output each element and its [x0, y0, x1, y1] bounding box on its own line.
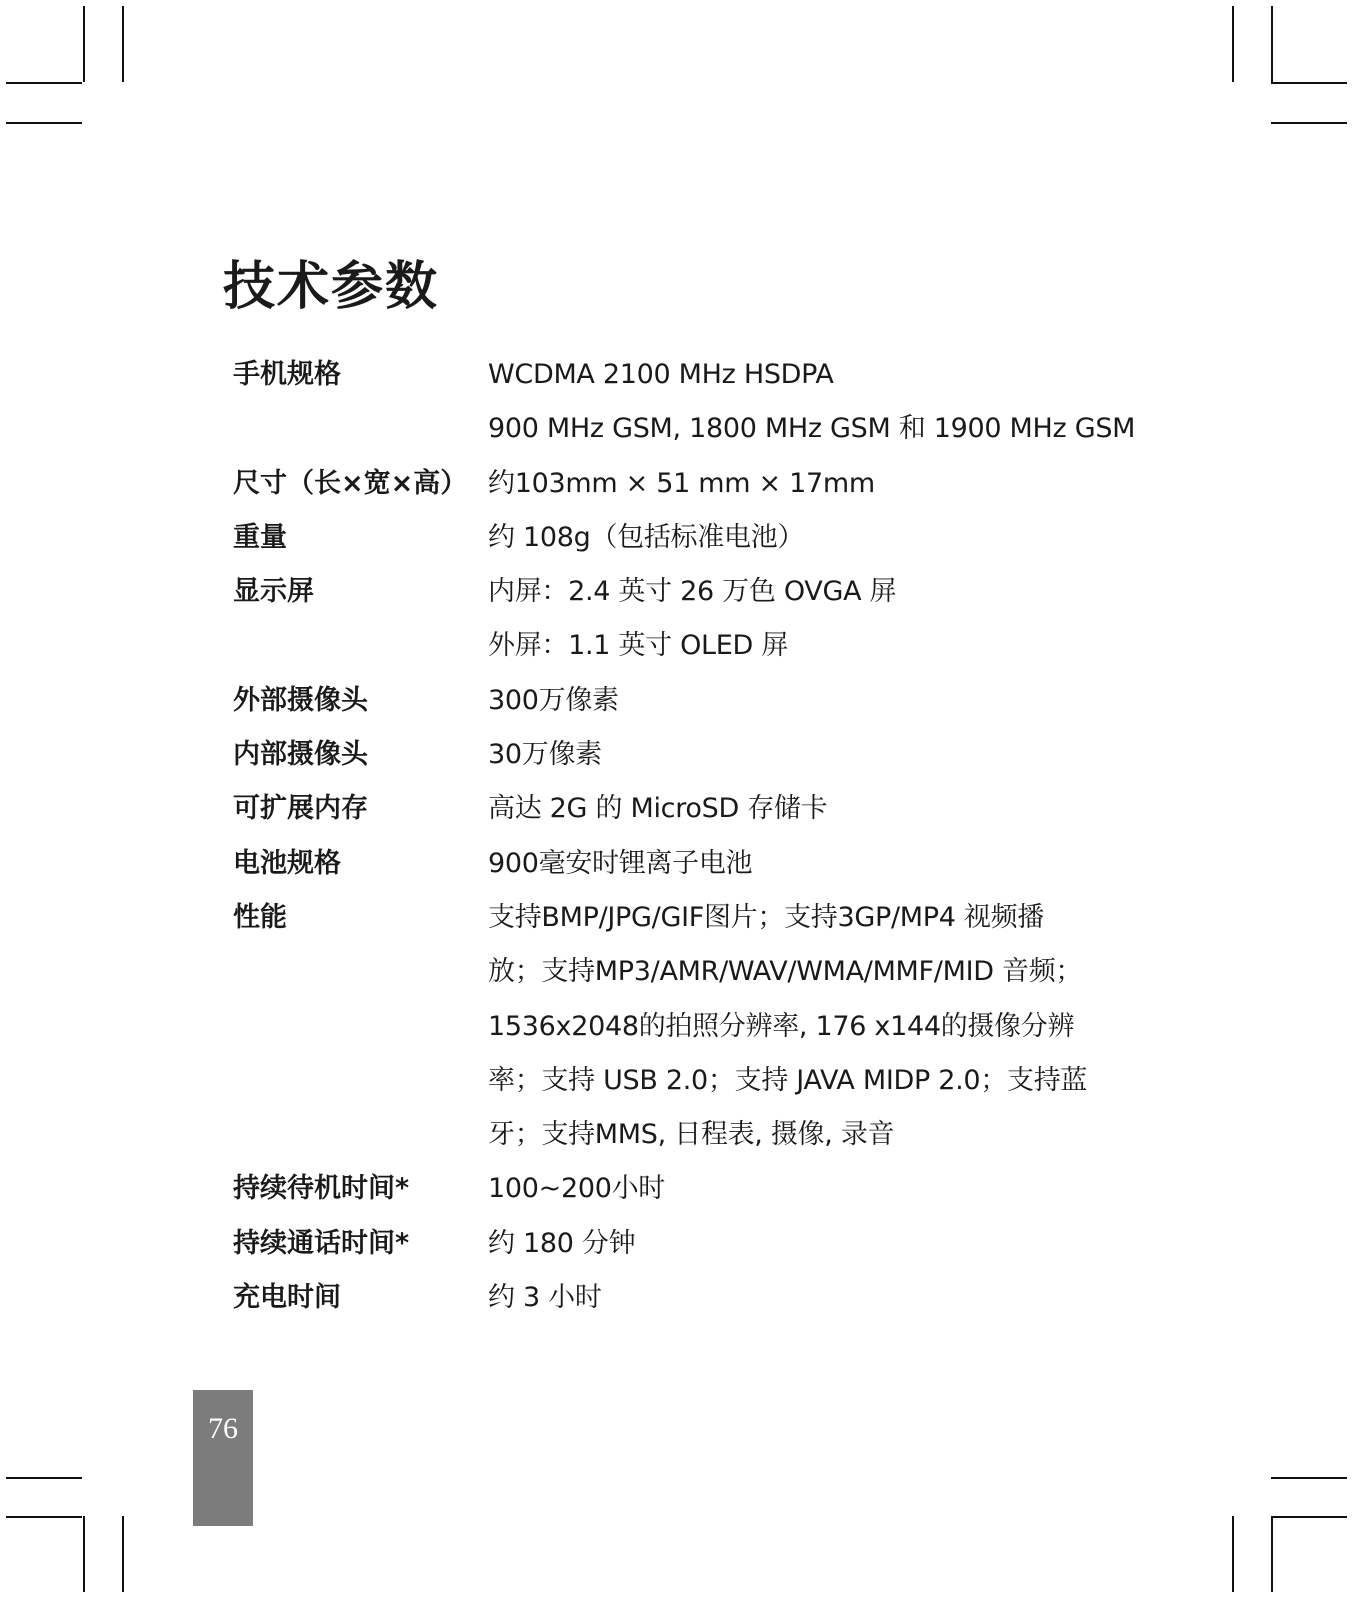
crop-mark — [1271, 6, 1273, 82]
spec-values — [488, 674, 1133, 728]
spec-value-line: 1536x2048的拍照分辨率, 176 x144的摄像分辨 — [488, 1010, 1075, 1042]
crop-mark — [6, 82, 82, 84]
spec-values — [488, 891, 1133, 1162]
crop-mark — [1271, 1477, 1347, 1479]
spec-label: 显示屏 — [233, 576, 314, 608]
spec-value-line: 高达 2G 的 MicroSD 存储卡 — [488, 793, 828, 825]
crop-mark — [6, 1477, 82, 1479]
spec-values — [488, 1217, 1133, 1271]
spec-label: 持续通话时间* — [233, 1227, 410, 1259]
spec-label: 持续待机时间* — [233, 1173, 410, 1205]
spec-value-line: 牙；支持MMS, 日程表, 摄像, 录音 — [488, 1119, 895, 1151]
spec-label: 电池规格 — [233, 847, 341, 879]
page-title: 技术参数 — [223, 257, 440, 317]
crop-mark — [6, 1516, 82, 1518]
spec-row — [233, 348, 1136, 457]
spec-label: 外部摄像头 — [233, 684, 368, 716]
crop-mark — [1271, 122, 1347, 124]
spec-values — [488, 728, 1133, 782]
spec-row — [233, 457, 1133, 511]
spec-value-line: 放；支持MP3/AMR/WAV/WMA/MMF/MID 音频； — [488, 956, 1083, 988]
crop-mark — [6, 122, 82, 124]
spec-value-line: 100~200小时 — [488, 1173, 665, 1205]
spec-values — [488, 1271, 1133, 1325]
spec-label: 手机规格 — [233, 359, 341, 390]
spec-value-line: 900 MHz GSM, 1800 MHz GSM 和 1900 MHz GSM — [488, 413, 1136, 445]
spec-value-line: 率；支持 USB 2.0；支持 JAVA MIDP 2.0；支持蓝 — [488, 1064, 1088, 1096]
spec-value-line: 约103mm × 51 mm × 17mm — [488, 467, 875, 499]
crop-mark — [1271, 1516, 1347, 1518]
spec-label: 性能 — [233, 901, 287, 933]
spec-row — [233, 891, 1133, 1162]
page-number: 76 — [208, 1412, 238, 1445]
page-number-tab — [193, 1390, 253, 1526]
crop-mark — [1271, 82, 1347, 84]
spec-values — [488, 565, 1133, 674]
spec-values — [488, 1162, 1133, 1216]
spec-value-line: 外屏：1.1 英寸 OLED 屏 — [488, 630, 789, 662]
spec-values — [488, 782, 1133, 836]
spec-value-line: 30万像素 — [488, 739, 602, 771]
spec-label: 重量 — [233, 521, 287, 553]
crop-mark — [122, 1516, 124, 1592]
spec-row — [233, 728, 1133, 782]
spec-value-line: 约 180 分钟 — [488, 1227, 636, 1259]
spec-value-line: WCDMA 2100 MHz HSDPA — [488, 359, 834, 390]
spec-values — [488, 457, 1133, 511]
spec-values — [488, 348, 1135, 457]
spec-row — [233, 565, 1133, 674]
spec-row — [233, 674, 1133, 728]
spec-row — [233, 837, 1133, 891]
spec-value-line: 支持BMP/JPG/GIF图片；支持3GP/MP4 视频播 — [488, 901, 1044, 933]
spec-row — [233, 782, 1133, 836]
spec-value-line: 900毫安时锂离子电池 — [488, 847, 753, 879]
spec-row — [233, 511, 1133, 565]
spec-label: 尺寸（长×宽×高） — [233, 467, 468, 499]
crop-mark — [83, 1516, 85, 1592]
spec-value-line: 内屏：2.4 英寸 26 万色 OVGA 屏 — [488, 576, 897, 608]
crop-mark — [1271, 1516, 1273, 1592]
spec-row — [233, 1162, 1133, 1216]
spec-value-line: 约 3 小时 — [488, 1282, 602, 1314]
spec-label: 充电时间 — [233, 1282, 341, 1314]
crop-mark — [1232, 1516, 1234, 1592]
spec-table — [233, 348, 1136, 1325]
crop-mark — [83, 6, 85, 82]
crop-mark — [122, 6, 124, 82]
spec-values — [488, 511, 1133, 565]
spec-row — [233, 1217, 1133, 1271]
spec-label: 内部摄像头 — [233, 739, 368, 771]
spec-value-line: 300万像素 — [488, 684, 619, 716]
spec-value-line: 约 108g（包括标准电池） — [488, 521, 805, 553]
spec-label: 可扩展内存 — [233, 793, 368, 825]
spec-values — [488, 837, 1133, 891]
spec-row — [233, 1271, 1133, 1325]
crop-mark — [1232, 6, 1234, 82]
